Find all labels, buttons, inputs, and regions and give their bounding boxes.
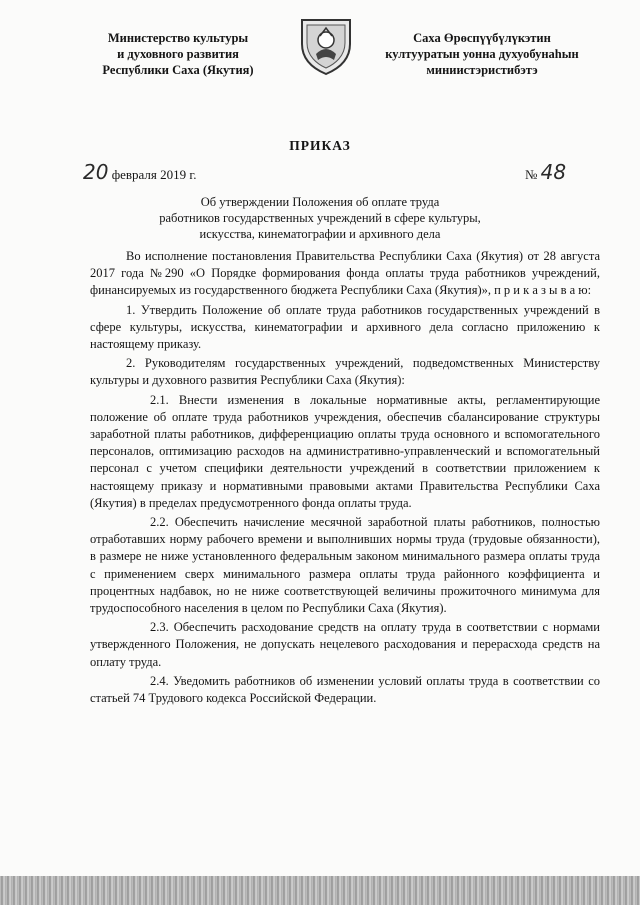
order-subject [90, 194, 550, 242]
ministry-line: Республики Саха (Якутия) [102, 63, 254, 77]
scan-edge [0, 876, 640, 905]
subject-line: Об утверждении Положения об оплате труда [200, 195, 440, 209]
paragraph-2: 2. Руководителям государственных учреждений, подведомственных Министерству культуры и духовного развития Республики Саха (Якутия): [90, 356, 600, 388]
ministry-line: култууратын уонна духуобунаһын [385, 47, 579, 61]
paragraph-2-2: 2.2. Обеспечить начисление месячной заработной платы работников, полностью отработавших норму рабочего времени и выполнивших нормы труда (трудовые обязанности), в размере не ниже установленного федеральным законом минимального размера оплаты труда с применением сверх минимального размера оплаты труда районного коэффициента и процентных надбавок, но не ниже соответствующей величины прожиточного минимума для трудоспособного населения в целом по Республики Саха (Якутия). [90, 515, 600, 616]
date-rest: февраля 2019 г. [108, 167, 197, 182]
ministry-name-russian [78, 30, 278, 78]
subject-line: работников государственных учреждений в сфере культуры, [159, 211, 481, 225]
paragraph-2-4: 2.4. Уведомить работников об изменении условий оплаты труда в соответствии со статьей 74 Трудового кодекса Российской Федерации. [90, 673, 600, 706]
handwritten-day: 20 [83, 160, 109, 184]
document-title: ПРИКАЗ [289, 138, 351, 153]
ministry-line: миниистэристибэтэ [426, 63, 538, 77]
order-date [83, 160, 197, 184]
paragraph-1: 1. Утвердить Положение об оплате труда работников государственных учреждений в сфере культуры, искусства, кинематографии и архивного дела согласно приложению к настоящему приказу. [90, 302, 600, 352]
ministry-line: Министерство культуры [107, 31, 249, 45]
handwritten-number: 48 [540, 160, 567, 184]
paragraph-2-1: 2.1. Внести изменения в локальные нормативные акты, регламентирующие положение об оплате труда работников учреждения, обеспечив сбалансирование структуры заработной платы работников, дифференциацию оплаты труда основного и вспомогательного персоналов, оптимизацию расходов на административно-управленческий и вспомогательный персонал с учетом специфики деятельности учреждений в соответствии приложением к настоящему приказу и нормативными правовыми актами Правительства Республики Саха (Якутия) в пределах предусмотренного фонда оплаты труда. [90, 392, 600, 510]
paragraph-2-3: 2.3. Обеспечить расходование средств на оплату труда в соответствии с нормами утвержденного Положения, не допускать нецелевого расходования и перерасхода средств на оплату труда. [90, 620, 600, 669]
order-number [525, 160, 566, 184]
ministry-name-yakut [362, 30, 602, 78]
subject-line: искусства, кинематографии и архивного дела [199, 227, 441, 241]
paragraph-preamble: Во исполнение постановления Правительства Республики Саха (Якутия) от 28 августа 2017 года №290 «О Порядке формирования фонда оплаты труда работников учреждений, финансируемых из государственного бюджета Республики Саха (Якутия)», п р и к а з ы в а ю: [90, 249, 600, 298]
order-body [90, 248, 600, 707]
sakha-emblem-icon [296, 14, 356, 76]
ministry-line: Саха Өрөспүүбүлүкэтин [413, 31, 551, 45]
ministry-line: и духовного развития [117, 47, 239, 61]
number-prefix: № [525, 167, 541, 182]
